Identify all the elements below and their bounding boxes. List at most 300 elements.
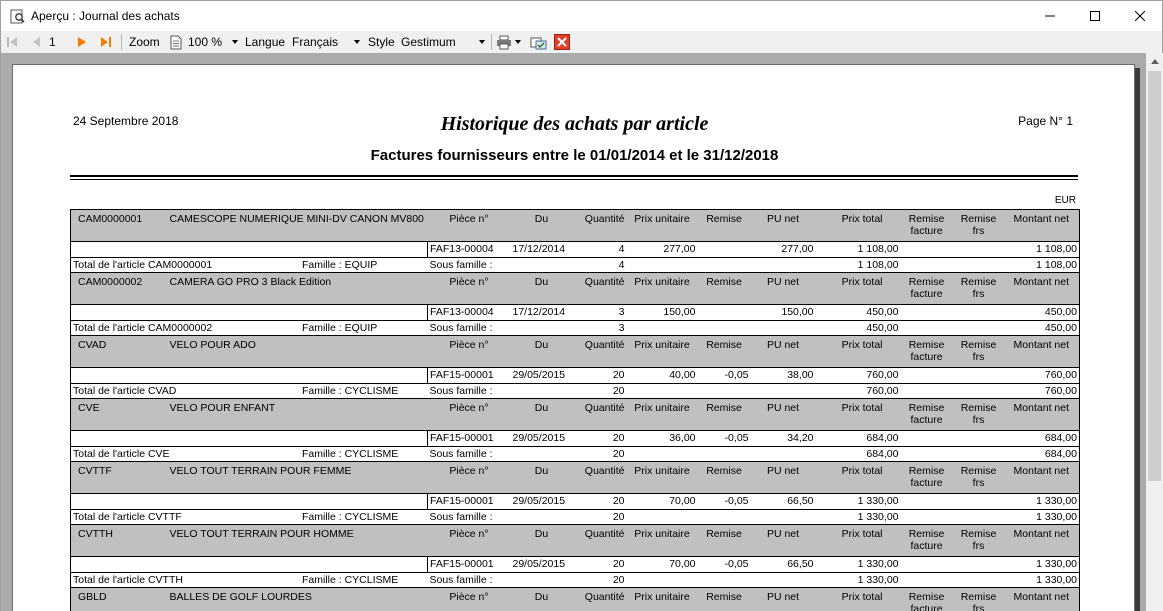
empty-cell [71, 242, 428, 258]
page-number-value: 1 [49, 35, 56, 49]
total-price: 1 330,00 [857, 558, 899, 570]
empty-cell [901, 258, 953, 273]
article-name: BALLES DE GOLF LOURDES [168, 588, 428, 611]
column-header-quantite: Quantité [573, 210, 627, 242]
column-header-du: Du [511, 273, 573, 305]
column-header-remise: Remise [698, 210, 751, 242]
minimize-button[interactable] [1027, 1, 1073, 31]
article-code: CVTTF [71, 462, 168, 494]
column-header-remise-facture [901, 210, 953, 242]
column-header-prix-total: Prix total [816, 273, 901, 305]
export-icon [530, 35, 547, 50]
column-header-du: Du [511, 525, 573, 557]
invoice-date: 17/12/2014 [512, 243, 566, 255]
column-header-pu-net: PU net [751, 399, 816, 431]
total-net-amount: 684,00 [1044, 448, 1077, 460]
column-header-remise: Remise [698, 273, 751, 305]
language-value: Français [292, 35, 339, 49]
total-net-amount: 760,00 [1044, 385, 1077, 397]
column-header-remise-frs-line2: frs [972, 288, 985, 300]
column-header-pu-net: PU net [751, 210, 816, 242]
column-header-du: Du [511, 210, 573, 242]
column-header-piece: Pièce n° [428, 210, 511, 242]
column-header-remise-facture-line2: facture [910, 351, 943, 363]
column-header-quantite: Quantité [573, 336, 627, 368]
total-quantity: 20 [612, 448, 625, 460]
column-header-remise-facture-line1: Remise [908, 465, 945, 477]
column-header-remise-frs-line2: frs [972, 351, 985, 363]
sous-famille-label: Sous famille : [429, 448, 493, 460]
purchases-table [70, 209, 1080, 611]
column-header-remise-frs-line1: Remise [960, 402, 997, 414]
empty-cell [953, 573, 1005, 588]
column-header-prix-unitaire: Prix unitaire [627, 399, 698, 431]
column-header-prix-unitaire: Prix unitaire [627, 210, 698, 242]
empty-cell [71, 368, 428, 384]
article-name: VELO POUR ENFANT [168, 399, 428, 431]
empty-cell [627, 258, 698, 273]
column-header-remise-frs-line2: frs [972, 225, 985, 237]
column-header-remise-facture-line2: facture [910, 414, 943, 426]
article-code: CAM0000001 [71, 210, 168, 242]
print-button[interactable] [496, 33, 521, 51]
column-header-piece: Pièce n° [428, 525, 511, 557]
column-header-prix-total: Prix total [816, 588, 901, 611]
article-total-label [71, 573, 428, 588]
column-header-remise-facture-line1: Remise [908, 213, 945, 225]
minimize-icon [1045, 11, 1055, 21]
column-header-remise-facture [901, 399, 953, 431]
preview-toolbar [0, 31, 1163, 53]
chevron-up-icon [1151, 59, 1159, 64]
supplier-discount [953, 557, 1005, 573]
style-value: Gestimum [401, 35, 456, 49]
language-label: Langue [245, 35, 286, 49]
toolbar-separator [121, 34, 122, 50]
quantity: 20 [612, 432, 625, 444]
sous-famille-label: Sous famille : [429, 574, 493, 586]
article-family: Famille : CYCLISME [302, 448, 399, 460]
article-family: Famille : CYCLISME [302, 385, 399, 397]
column-header-remise-frs-line1: Remise [960, 528, 997, 540]
supplier-discount [953, 242, 1005, 258]
zoom-value: 100 % [188, 35, 223, 49]
empty-cell [698, 573, 751, 588]
column-header-montant-net: Montant net [1005, 588, 1080, 611]
article-name: CAMERA GO PRO 3 Black Edition [168, 273, 428, 305]
net-unit-price: 66,50 [787, 495, 814, 507]
report-title: Historique des achats par article [440, 113, 709, 135]
unit-price: 40,00 [669, 369, 696, 381]
column-header-remise-frs-line1: Remise [960, 465, 997, 477]
style-select[interactable] [401, 33, 487, 51]
column-header-prix-unitaire: Prix unitaire [627, 525, 698, 557]
net-unit-price: 150,00 [781, 306, 814, 318]
export-button[interactable] [530, 33, 547, 51]
quantity: 20 [612, 558, 625, 570]
column-header-remise: Remise [698, 525, 751, 557]
article-code: CVE [71, 399, 168, 431]
language-select[interactable] [292, 33, 362, 51]
column-header-remise-frs [953, 336, 1005, 368]
empty-cell [751, 510, 816, 525]
total-price: 1 330,00 [857, 495, 899, 507]
column-header-remise-facture-line2: facture [910, 603, 943, 611]
scrollbar-thumb[interactable] [1148, 71, 1161, 481]
title-bar [0, 0, 1163, 31]
total-net-amount: 1 330,00 [1036, 574, 1077, 586]
article-total-row [71, 258, 1080, 273]
vertical-scrollbar[interactable] [1146, 53, 1163, 611]
empty-cell [751, 573, 816, 588]
report-page-number: Page N° 1 [1018, 114, 1073, 128]
first-page-button[interactable] [6, 33, 18, 51]
column-header-remise-frs [953, 525, 1005, 557]
preview-area[interactable] [0, 53, 1163, 611]
article-total-label [71, 321, 428, 336]
last-page-icon [100, 35, 112, 49]
column-header-remise-facture-line2: facture [910, 288, 943, 300]
net-amount: 760,00 [1044, 369, 1077, 381]
discount: -0,05 [724, 495, 749, 507]
invoice-discount [901, 494, 953, 510]
column-header-quantite: Quantité [573, 273, 627, 305]
page-icon [170, 35, 182, 50]
article-name: VELO TOUT TERRAIN POUR FEMME [168, 462, 428, 494]
article-name: CAMESCOPE NUMERIQUE MINI-DV CANON MV800 [168, 210, 428, 242]
printer-icon [496, 35, 512, 50]
scroll-up-button[interactable] [1146, 53, 1163, 70]
article-total-row [71, 447, 1080, 462]
empty-cell [901, 384, 953, 399]
column-header-montant-net: Montant net [1005, 462, 1080, 494]
total-quantity: 20 [612, 574, 625, 586]
article-code: CVTTH [71, 525, 168, 557]
total-net-amount: 1 108,00 [1036, 259, 1077, 271]
column-header-pu-net: PU net [751, 273, 816, 305]
column-header-remise-frs-line1: Remise [960, 213, 997, 225]
zoom-select[interactable] [188, 33, 240, 51]
empty-cell [627, 384, 698, 399]
empty-cell [71, 494, 428, 510]
total-price: 1 330,00 [857, 511, 899, 523]
column-header-remise-frs-line2: frs [972, 414, 985, 426]
column-header-remise-facture-line1: Remise [908, 339, 945, 351]
empty-cell [751, 447, 816, 462]
column-header-remise-frs-line2: frs [972, 477, 985, 489]
empty-cell [511, 258, 573, 273]
invoice-line-row [71, 494, 1080, 510]
article-header-row [71, 336, 1080, 368]
discount [698, 305, 751, 321]
unit-price: 70,00 [669, 558, 696, 570]
preview-icon [10, 9, 25, 24]
column-header-remise-facture-line1: Remise [908, 402, 945, 414]
column-header-remise-facture-line2: facture [910, 477, 943, 489]
chevron-down-icon [515, 40, 521, 44]
net-unit-price: 277,00 [781, 243, 814, 255]
empty-cell [698, 510, 751, 525]
unit-price: 277,00 [663, 243, 696, 255]
column-header-remise-facture-line2: facture [910, 540, 943, 552]
zoom-label: Zoom [129, 35, 160, 49]
article-code: CVAD [71, 336, 168, 368]
article-name: VELO POUR ADO [168, 336, 428, 368]
column-header-remise-frs-line1: Remise [960, 276, 997, 288]
article-family: Famille : CYCLISME [302, 511, 399, 523]
column-header-remise-facture-line1: Remise [908, 591, 945, 603]
column-header-quantite: Quantité [573, 462, 627, 494]
last-page-button[interactable] [100, 33, 112, 51]
total-price: 450,00 [866, 306, 899, 318]
total-price: 1 330,00 [857, 574, 899, 586]
column-header-remise: Remise [698, 399, 751, 431]
invoice-line-row [71, 242, 1080, 258]
report-date: 24 Septembre 2018 [73, 114, 179, 128]
invoice-discount [901, 368, 953, 384]
supplier-discount [953, 494, 1005, 510]
chevron-down-icon [232, 40, 238, 44]
article-family: Famille : EQUIP [302, 259, 378, 271]
column-header-prix-total: Prix total [816, 210, 901, 242]
column-header-remise-frs [953, 399, 1005, 431]
column-header-pu-net: PU net [751, 525, 816, 557]
column-header-remise-frs-line1: Remise [960, 339, 997, 351]
column-header-prix-total: Prix total [816, 399, 901, 431]
column-header-prix-unitaire: Prix unitaire [627, 462, 698, 494]
invoice-discount [901, 431, 953, 447]
empty-cell [901, 447, 953, 462]
close-icon [554, 34, 570, 50]
empty-cell [953, 384, 1005, 399]
article-total-text: Total de l'article CAM0000001 [73, 259, 213, 271]
article-total-label [71, 447, 428, 462]
article-total-row [71, 510, 1080, 525]
column-header-remise-facture [901, 525, 953, 557]
empty-cell [751, 384, 816, 399]
column-header-prix-total: Prix total [816, 525, 901, 557]
piece-number: FAF15-00001 [430, 558, 494, 570]
column-header-prix-unitaire: Prix unitaire [627, 336, 698, 368]
total-price: 1 108,00 [857, 243, 899, 255]
piece-number: FAF13-00004 [430, 243, 494, 255]
quantity: 3 [618, 306, 625, 318]
article-header-row [71, 210, 1080, 242]
article-total-row [71, 573, 1080, 588]
empty-cell [901, 321, 953, 336]
first-page-icon [6, 35, 18, 49]
empty-cell [751, 258, 816, 273]
quantity: 20 [612, 495, 625, 507]
maximize-icon [1090, 11, 1100, 21]
invoice-date: 29/05/2015 [512, 558, 566, 570]
empty-cell [953, 510, 1005, 525]
total-net-amount: 1 330,00 [1036, 511, 1077, 523]
total-price: 684,00 [866, 432, 899, 444]
column-header-du: Du [511, 462, 573, 494]
article-code: CAM0000002 [71, 273, 168, 305]
article-total-text: Total de l'article CVTTH [73, 574, 183, 586]
quantity: 20 [612, 369, 625, 381]
column-header-remise-frs [953, 210, 1005, 242]
column-header-remise-frs [953, 462, 1005, 494]
total-price: 684,00 [866, 448, 899, 460]
empty-cell [627, 573, 698, 588]
piece-number: FAF15-00001 [430, 432, 494, 444]
net-amount: 684,00 [1044, 432, 1077, 444]
article-header-row [71, 399, 1080, 431]
currency-label: EUR [1054, 195, 1076, 206]
article-header-row [71, 273, 1080, 305]
column-header-montant-net: Montant net [1005, 399, 1080, 431]
article-family: Famille : EQUIP [302, 322, 378, 334]
empty-cell [511, 384, 573, 399]
piece-number: FAF13-00004 [430, 306, 494, 318]
column-header-remise: Remise [698, 588, 751, 611]
empty-cell [511, 321, 573, 336]
article-total-text: Total de l'article CAM0000002 [73, 322, 213, 334]
column-header-pu-net: PU net [751, 462, 816, 494]
empty-cell [698, 258, 751, 273]
empty-cell [71, 431, 428, 447]
discount: -0,05 [724, 369, 749, 381]
close-preview-button[interactable] [554, 33, 570, 51]
sous-famille-label: Sous famille : [429, 322, 493, 334]
column-header-montant-net: Montant net [1005, 525, 1080, 557]
article-total-row [71, 384, 1080, 399]
invoice-date: 29/05/2015 [512, 432, 566, 444]
sous-famille-label: Sous famille : [429, 259, 493, 271]
column-header-prix-total: Prix total [816, 462, 901, 494]
article-total-label [71, 384, 428, 399]
column-header-remise-facture [901, 588, 953, 611]
article-header-row [71, 525, 1080, 557]
unit-price: 36,00 [669, 432, 696, 444]
total-quantity: 20 [612, 385, 625, 397]
close-button[interactable] [1117, 1, 1163, 31]
net-amount: 450,00 [1044, 306, 1077, 318]
empty-cell [953, 258, 1005, 273]
empty-cell [71, 557, 428, 573]
empty-cell [511, 510, 573, 525]
column-header-quantite: Quantité [573, 399, 627, 431]
article-total-text: Total de l'article CVE [73, 448, 170, 460]
total-price: 450,00 [866, 322, 899, 334]
page-number-field[interactable] [49, 33, 67, 51]
invoice-discount [901, 305, 953, 321]
next-page-icon [77, 35, 87, 49]
column-header-piece: Pièce n° [428, 462, 511, 494]
close-icon [1135, 11, 1145, 21]
column-header-pu-net: PU net [751, 588, 816, 611]
total-price: 760,00 [866, 385, 899, 397]
article-total-label [71, 510, 428, 525]
invoice-date: 17/12/2014 [512, 306, 566, 318]
column-header-remise-frs-line2: frs [972, 540, 985, 552]
column-header-montant-net: Montant net [1005, 336, 1080, 368]
report-subtitle: Factures fournisseurs entre le 01/01/2014 et le 31/12/2018 [370, 147, 779, 164]
empty-cell [751, 321, 816, 336]
page-view-button[interactable] [170, 33, 182, 51]
article-family: Famille : CYCLISME [302, 574, 399, 586]
quantity: 4 [618, 243, 625, 255]
total-quantity: 4 [618, 259, 625, 271]
invoice-date: 29/05/2015 [512, 369, 566, 381]
net-amount: 1 108,00 [1036, 243, 1077, 255]
column-header-remise-facture-line1: Remise [908, 276, 945, 288]
column-header-prix-unitaire: Prix unitaire [627, 588, 698, 611]
column-header-piece: Pièce n° [428, 588, 511, 611]
supplier-discount [953, 431, 1005, 447]
window-title: Aperçu : Journal des achats [31, 9, 180, 23]
discount: -0,05 [724, 558, 749, 570]
invoice-line-row [71, 368, 1080, 384]
article-name: VELO TOUT TERRAIN POUR HOMME [168, 525, 428, 557]
column-header-prix-total: Prix total [816, 336, 901, 368]
total-quantity: 20 [612, 511, 625, 523]
column-header-remise-facture [901, 273, 953, 305]
column-header-remise-facture-line1: Remise [908, 528, 945, 540]
report-page [12, 64, 1135, 611]
unit-price: 150,00 [663, 306, 696, 318]
net-amount: 1 330,00 [1036, 558, 1077, 570]
column-header-remise: Remise [698, 462, 751, 494]
column-header-remise: Remise [698, 336, 751, 368]
previous-page-button[interactable] [31, 33, 41, 51]
maximize-button[interactable] [1072, 1, 1118, 31]
net-unit-price: 66,50 [787, 558, 814, 570]
column-header-piece: Pièce n° [428, 399, 511, 431]
column-header-piece: Pièce n° [428, 336, 511, 368]
column-header-montant-net: Montant net [1005, 210, 1080, 242]
style-label: Style [368, 35, 395, 49]
empty-cell [71, 305, 428, 321]
empty-cell [627, 510, 698, 525]
column-header-du: Du [511, 399, 573, 431]
header-rule [70, 179, 1078, 180]
chevron-down-icon [479, 40, 485, 44]
invoice-date: 29/05/2015 [512, 495, 566, 507]
column-header-du: Du [511, 336, 573, 368]
toolbar-separator [491, 34, 492, 50]
next-page-button[interactable] [77, 33, 87, 51]
empty-cell [698, 384, 751, 399]
empty-cell [698, 447, 751, 462]
supplier-discount [953, 368, 1005, 384]
unit-price: 70,00 [669, 495, 696, 507]
column-header-prix-unitaire: Prix unitaire [627, 273, 698, 305]
empty-cell [901, 510, 953, 525]
column-header-piece: Pièce n° [428, 273, 511, 305]
empty-cell [953, 321, 1005, 336]
total-quantity: 3 [618, 322, 625, 334]
header-rule [70, 175, 1078, 177]
total-net-amount: 450,00 [1044, 322, 1077, 334]
empty-cell [627, 321, 698, 336]
previous-page-icon [31, 35, 41, 49]
empty-cell [627, 447, 698, 462]
column-header-montant-net: Montant net [1005, 273, 1080, 305]
column-header-pu-net: PU net [751, 336, 816, 368]
empty-cell [698, 321, 751, 336]
chevron-down-icon [354, 40, 360, 44]
piece-number: FAF15-00001 [430, 495, 494, 507]
total-price: 1 108,00 [857, 259, 899, 271]
supplier-discount [953, 305, 1005, 321]
discount: -0,05 [724, 432, 749, 444]
net-unit-price: 38,00 [787, 369, 814, 381]
sous-famille-label: Sous famille : [429, 511, 493, 523]
